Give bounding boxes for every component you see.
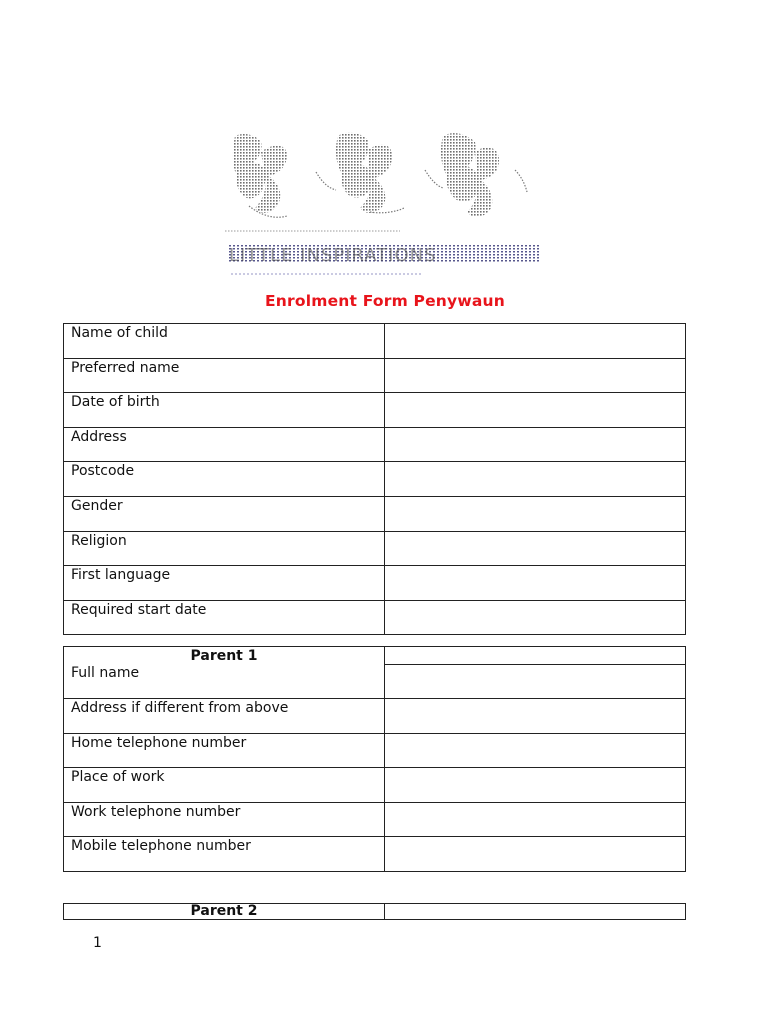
required-start-date-field[interactable] [385,600,686,635]
table-row [64,699,686,734]
place-of-work-field[interactable] [385,768,686,803]
preferred-name-field[interactable] [385,358,686,393]
field-label: First language [64,566,385,601]
field-label: Full name [71,665,140,681]
table-row [64,496,686,531]
field-label: Religion [64,531,385,566]
parent-2-table [63,903,686,920]
table-row [64,733,686,768]
work-telephone-field[interactable] [385,802,686,837]
table-row [64,393,686,428]
field-label: Work telephone number [64,802,385,837]
field-label: Date of birth [64,393,385,428]
table-row [64,837,686,872]
address-field[interactable] [385,427,686,462]
field-label: Address if different from above [64,699,385,734]
full-name-label-cell [64,647,385,699]
parent-1-address-field[interactable] [385,699,686,734]
table-row [64,427,686,462]
first-language-field[interactable] [385,566,686,601]
page-number: 1 [93,935,102,951]
field-label: Home telephone number [64,733,385,768]
field-label: Preferred name [64,358,385,393]
postcode-field[interactable] [385,462,686,497]
table-row [64,647,686,699]
home-telephone-field[interactable] [385,733,686,768]
field-label: Required start date [64,600,385,635]
full-name-field[interactable] [385,647,686,699]
table-row [64,802,686,837]
table-row [64,904,686,920]
field-label: Mobile telephone number [64,837,385,872]
mobile-telephone-field[interactable] [385,837,686,872]
butterfly-logo-icon [225,128,545,293]
name-of-child-field[interactable] [385,324,686,359]
table-row [64,324,686,359]
parent-1-table [63,646,686,872]
parent-2-heading-value-cell[interactable] [385,904,686,920]
field-label: Place of work [64,768,385,803]
form-title: Enrolment Form Penywaun [265,292,505,310]
field-label: Address [64,427,385,462]
parent-1-heading: Parent 1 [190,648,258,664]
svg-text:LITTLE INSPIRATIONS: LITTLE INSPIRATIONS [229,245,437,266]
parent-1-heading-value-cell [385,647,685,665]
table-row [64,768,686,803]
field-label: Gender [64,496,385,531]
table-row [64,531,686,566]
religion-field[interactable] [385,531,686,566]
table-row [64,462,686,497]
table-row [64,358,686,393]
date-of-birth-field[interactable] [385,393,686,428]
child-details-table [63,323,686,635]
table-row [64,600,686,635]
table-row [64,566,686,601]
gender-field[interactable] [385,496,686,531]
parent-2-heading: Parent 2 [64,904,385,920]
field-label: Postcode [64,462,385,497]
field-label: Name of child [64,324,385,359]
company-logo [225,128,545,293]
